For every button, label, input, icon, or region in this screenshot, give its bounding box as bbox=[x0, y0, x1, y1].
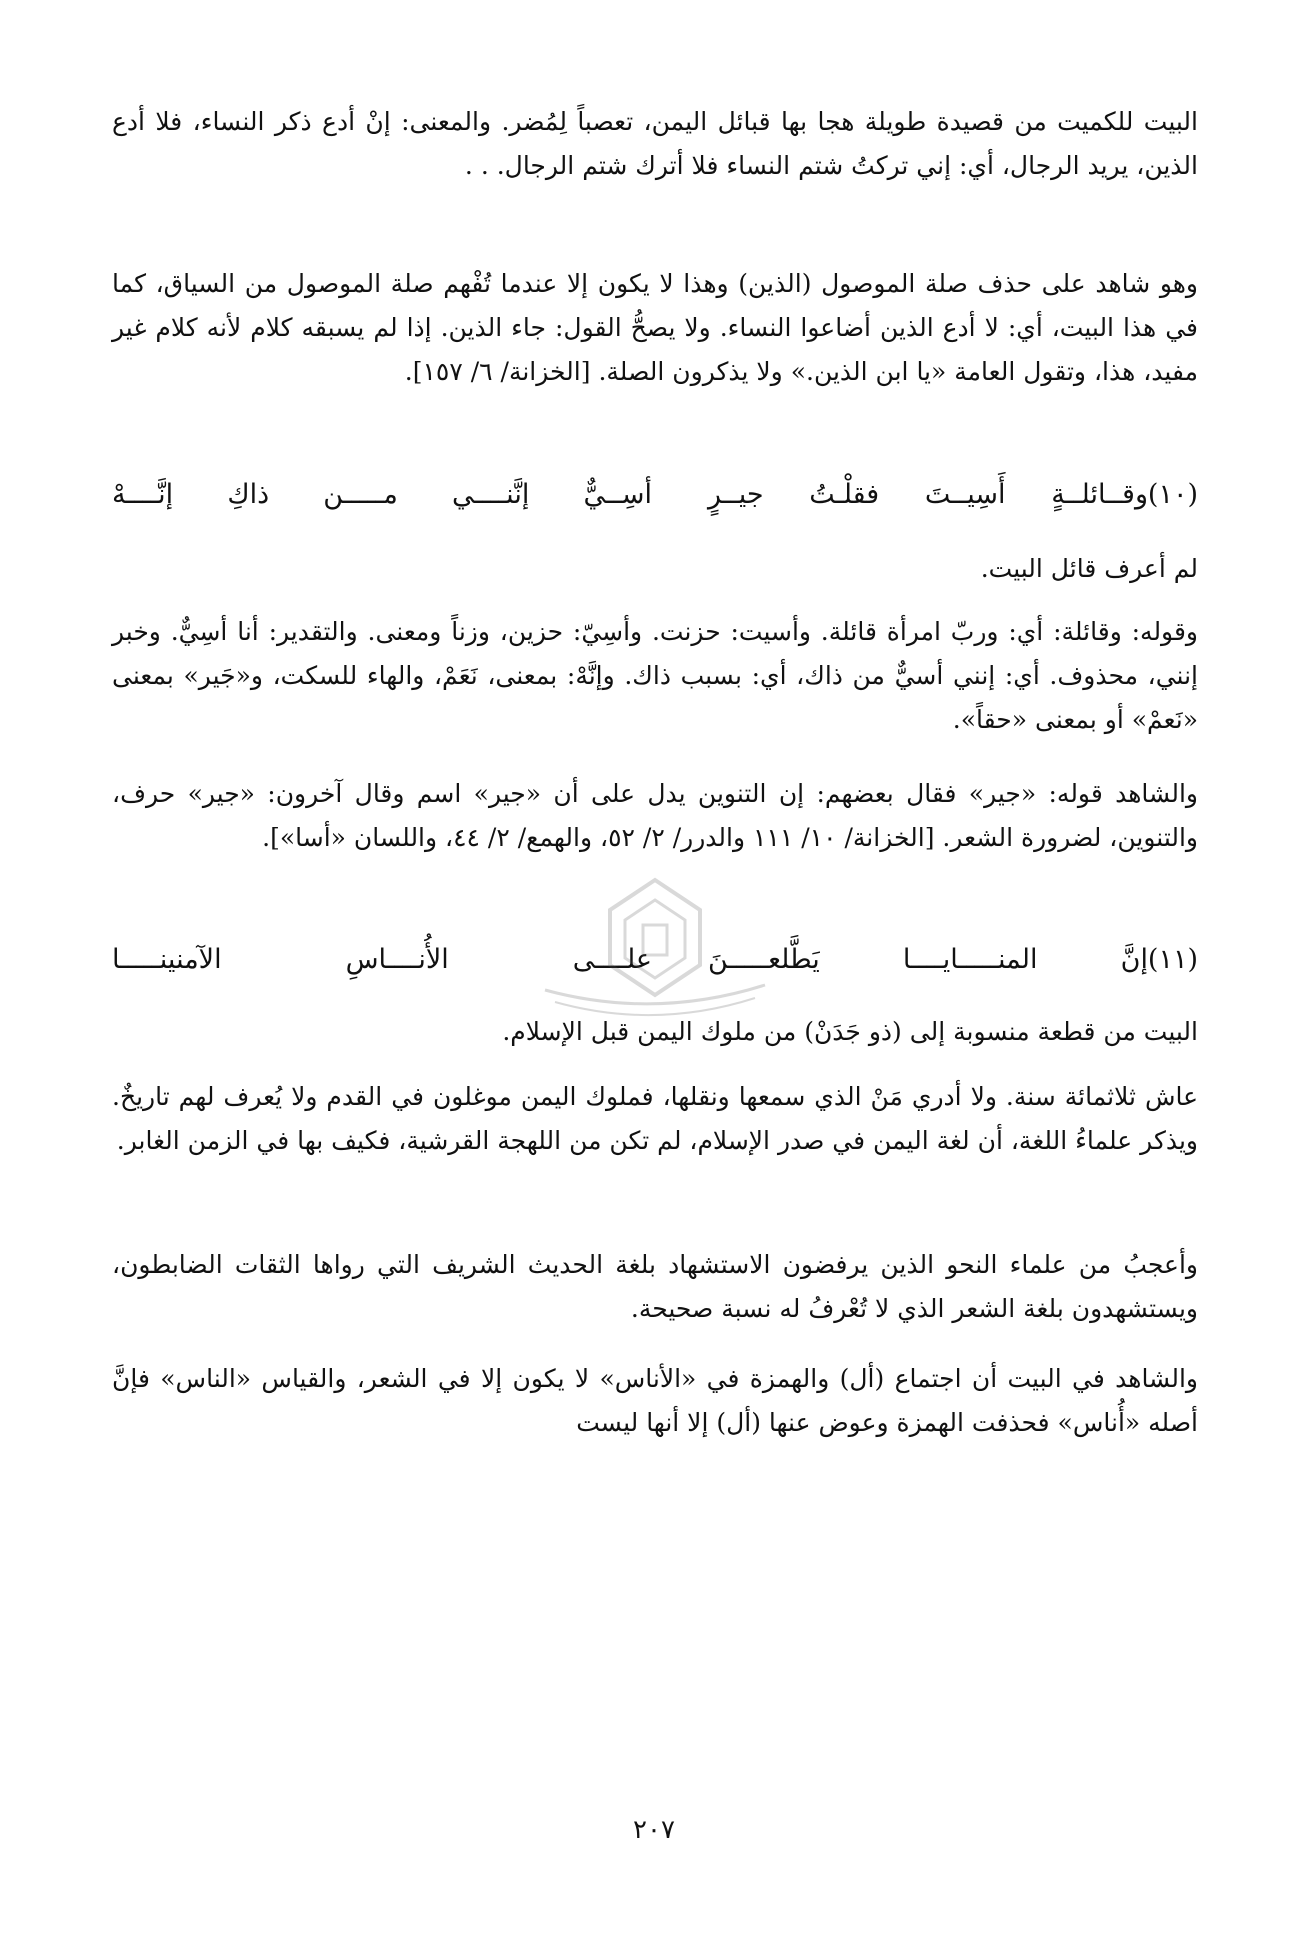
paragraph-yemen-history: عاش ثلاثمائة سنة. ولا أدري مَنْ الذي سمعها ونقلها، فملوك اليمن موغلون في القدم ولا يُعرف لهم تاريخٌ. ويذكر علماءُ اللغة، أن لغة اليمن في صدر الإسلام، لم تكن من اللهجة القرشية، فكيف بها في الزمن الغابر. bbox=[112, 1082, 1198, 1155]
library-seal-watermark-icon bbox=[525, 870, 785, 1020]
verse-number: (١١) bbox=[1147, 944, 1198, 975]
page-number: ٢٠٧ bbox=[633, 1815, 675, 1845]
paragraph-kumait-verse-note: البيت للكميت من قصيدة طويلة هجا بها قبائل اليمن، تعصباً لِمُضر. والمعنى: إنْ أدع ذكر النساء، فلا أدع الذين، يريد الرجال، أي: إني تركتُ شتم النساء فلا أترك شتم الرجال. . . bbox=[112, 107, 1198, 180]
paragraph-al-hamza-evidence: والشاهد في البيت أن اجتماع (أل) والهمزة في «الأناس» لا يكون إلا في الشعر، والقياس «الناس» فإنَّ أصله «أُناس» فحذفت الهمزة وعوض عنها (أل) إلا أنها ليست bbox=[112, 1364, 1198, 1437]
verse-10 bbox=[112, 470, 1198, 520]
paragraph-unknown-poet: لم أعرف قائل البيت. bbox=[980, 554, 1198, 583]
paragraph-jayr-evidence: والشاهد قوله: «جير» فقال بعضهم: إن التنوين يدل على أن «جير» اسم وقال آخرون: «جير» حرف، والتنوين، لضرورة الشعر. [الخزانة/ ١٠/ ١١١ والدرر/ ٢/ ٥٢، والهمع/ ٢/ ٤٤، واللسان «أسا»]. bbox=[112, 779, 1198, 852]
paragraph-dhu-jadan-attribution: البيت من قطعة منسوبة إلى (ذو جَدَنْ) من ملوك اليمن قبل الإسلام. bbox=[502, 1017, 1198, 1046]
paragraph-word-explanation: وقوله: وقائلة: أي: وربّ امرأة قائلة. وأسيت: حزنت. وأسِيّ: حزين، وزناً ومعنى. والتقدير: أنا أسِيٌّ. وخبر إنني، محذوف. أي: إنني أسيٌّ من ذاك، أي: بسبب ذاك. وإنَّهْ: بمعنى، نَعَمْ، والهاء للسكت، و«جَير» بمعنى «نَعمْ» أو بمعنى «حقاً». bbox=[112, 617, 1198, 734]
verse-second-hemistich: أسِــيٌّ إنَّنــــي مـــــن ذاكِ إنَّــــهْ bbox=[112, 479, 652, 510]
verse-first-hemistich: إنَّ المنـــــايــــا يَطَّلعـــــنَ bbox=[708, 944, 1148, 975]
verse-number: (١٠) bbox=[1147, 479, 1198, 510]
paragraph-grammarians-criticism: وأعجبُ من علماء النحو الذين يرفضون الاستشهاد بلغة الحديث الشريف التي رواها الثقات الضابطون، ويستشهدون بلغة الشعر الذي لا تُعْرفُ له نسبة صحيحة. bbox=[112, 1250, 1198, 1323]
verse-second-hemistich: علــــى الأُنــــاسِ الآمنينـــــا bbox=[112, 944, 652, 975]
paragraph-relative-clause-evidence: وهو شاهد على حذف صلة الموصول (الذين) وهذا لا يكون إلا عندما تُفْهم صلة الموصول من السياق، كما في هذا البيت، أي: لا أدع الذين أضاعوا النساء. ولا يصحُّ القول: جاء الذين. إذا لم يسبقه كلام لأنه كلام غير مفيد، هذا، وتقول العامة «يا ابن الذين.» ولا يذكرون الصلة. [الخزانة/ ٦/ ١٥٧]. bbox=[112, 269, 1198, 386]
verse-first-hemistich: وقــائلــةٍ أَسِيــتَ فقلْـتُ جيــرٍ bbox=[708, 479, 1148, 510]
